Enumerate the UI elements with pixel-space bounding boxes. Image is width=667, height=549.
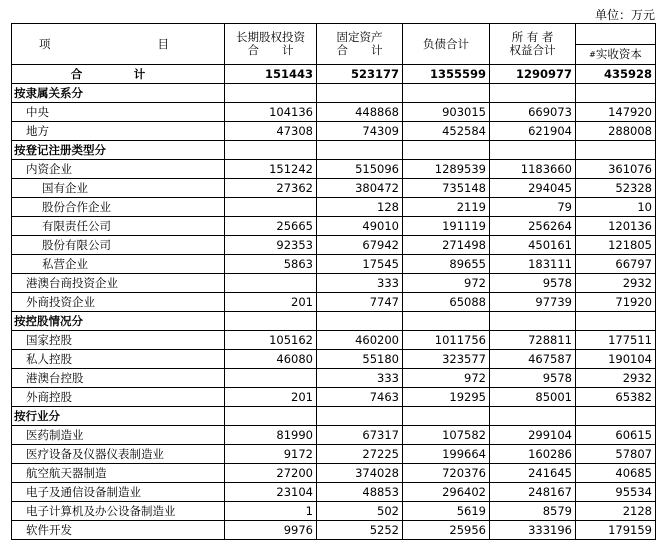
cell-value: 7747 — [317, 293, 403, 312]
cell-value: 65088 — [403, 293, 490, 312]
cell-value — [317, 407, 403, 426]
cell-value: 66797 — [576, 255, 656, 274]
cell-value: 323577 — [403, 350, 490, 369]
cell-value: 120136 — [576, 217, 656, 236]
cell-value: 1183660 — [490, 160, 576, 179]
cell-value — [225, 198, 317, 217]
cell-value: 333196 — [490, 521, 576, 540]
cell-value: 81990 — [225, 426, 317, 445]
cell-value: 2119 — [403, 198, 490, 217]
cell-value: 25665 — [225, 217, 317, 236]
cell-value — [576, 407, 656, 426]
cell-value: 105162 — [225, 331, 317, 350]
cell-value: 7463 — [317, 388, 403, 407]
header-item: 项 目 — [12, 24, 225, 65]
cell-value: 79 — [490, 198, 576, 217]
cell-value: 735148 — [403, 179, 490, 198]
cell-value — [317, 141, 403, 160]
cell-value: 450161 — [490, 236, 576, 255]
cell-value: 147920 — [576, 103, 656, 122]
cell-value: 294045 — [490, 179, 576, 198]
cell-value: 9578 — [490, 274, 576, 293]
table-row — [12, 388, 656, 407]
row-label: 港澳台商投资企业 — [12, 274, 225, 293]
table-row — [12, 160, 656, 179]
row-label: 有限责任公司 — [12, 217, 225, 236]
table-row — [12, 369, 656, 388]
cell-value: 48853 — [317, 483, 403, 502]
cell-value — [225, 312, 317, 331]
cell-value: 27225 — [317, 445, 403, 464]
cell-value: 502 — [317, 502, 403, 521]
cell-value: 47308 — [225, 122, 317, 141]
statistics-table — [11, 23, 656, 540]
cell-value: 25956 — [403, 521, 490, 540]
cell-value: 271498 — [403, 236, 490, 255]
row-label: 股份有限公司 — [12, 236, 225, 255]
cell-value: 128 — [317, 198, 403, 217]
cell-value: 296402 — [403, 483, 490, 502]
cell-value: 972 — [403, 369, 490, 388]
header-row-1 — [12, 24, 656, 45]
cell-value: 333 — [317, 274, 403, 293]
header-paid-in-capital: #实收资本 — [576, 44, 656, 65]
table-row — [12, 274, 656, 293]
cell-value — [225, 369, 317, 388]
cell-value: 1011756 — [403, 331, 490, 350]
cell-value: 5619 — [403, 502, 490, 521]
cell-value: 71920 — [576, 293, 656, 312]
cell-value: 256264 — [490, 217, 576, 236]
cell-value: 621904 — [490, 122, 576, 141]
cell-value — [225, 84, 317, 103]
row-label: 地方 — [12, 122, 225, 141]
cell-value: 515096 — [317, 160, 403, 179]
header-fixed-assets: 固定资产 合 计 — [317, 24, 403, 65]
cell-value: 241645 — [490, 464, 576, 483]
cell-value: 523177 — [317, 65, 403, 84]
cell-value: 27200 — [225, 464, 317, 483]
cell-value: 1289539 — [403, 160, 490, 179]
cell-value: 288008 — [576, 122, 656, 141]
row-label: 医药制造业 — [12, 426, 225, 445]
cell-value: 183111 — [490, 255, 576, 274]
row-label: 中央 — [12, 103, 225, 122]
cell-value: 89655 — [403, 255, 490, 274]
table-row — [12, 293, 656, 312]
table-row — [12, 217, 656, 236]
row-label: 航空航天器制造 — [12, 464, 225, 483]
row-label: 按隶属关系分 — [12, 84, 225, 103]
cell-value: 10 — [576, 198, 656, 217]
row-label: 电子及通信设备制造业 — [12, 483, 225, 502]
cell-value: 1 — [225, 502, 317, 521]
cell-value: 23104 — [225, 483, 317, 502]
cell-value: 201 — [225, 388, 317, 407]
table-row — [12, 350, 656, 369]
table-row — [12, 103, 656, 122]
cell-value: 95534 — [576, 483, 656, 502]
cell-value — [490, 407, 576, 426]
cell-value: 121805 — [576, 236, 656, 255]
cell-value: 9172 — [225, 445, 317, 464]
cell-value: 728811 — [490, 331, 576, 350]
cell-value — [225, 274, 317, 293]
cell-value: 361076 — [576, 160, 656, 179]
section-row — [12, 141, 656, 160]
row-label: 港澳台控股 — [12, 369, 225, 388]
cell-value — [403, 84, 490, 103]
cell-value: 151242 — [225, 160, 317, 179]
row-label: 内资企业 — [12, 160, 225, 179]
cell-value — [403, 407, 490, 426]
cell-value: 40685 — [576, 464, 656, 483]
row-label: 国有企业 — [12, 179, 225, 198]
cell-value: 448868 — [317, 103, 403, 122]
cell-value: 151443 — [225, 65, 317, 84]
table-row — [12, 179, 656, 198]
cell-value — [490, 141, 576, 160]
cell-value: 8579 — [490, 502, 576, 521]
header-long-term-investment: 长期股权投资 合 计 — [225, 24, 317, 65]
cell-value: 160286 — [490, 445, 576, 464]
table-row — [12, 255, 656, 274]
cell-value: 199664 — [403, 445, 490, 464]
cell-value: 1355599 — [403, 65, 490, 84]
cell-value — [403, 141, 490, 160]
unit-label: 单位：万元 — [594, 8, 655, 22]
cell-value — [225, 141, 317, 160]
cell-value — [490, 312, 576, 331]
cell-value: 97739 — [490, 293, 576, 312]
cell-value — [317, 312, 403, 331]
cell-value: 720376 — [403, 464, 490, 483]
cell-value: 435928 — [576, 65, 656, 84]
table-row — [12, 521, 656, 540]
cell-value: 2128 — [576, 502, 656, 521]
header-blank — [576, 24, 656, 45]
row-label: 医疗设备及仪器仪表制造业 — [12, 445, 225, 464]
cell-value: 49010 — [317, 217, 403, 236]
cell-value — [225, 407, 317, 426]
row-label: 按行业分 — [12, 407, 225, 426]
cell-value: 107582 — [403, 426, 490, 445]
row-label: 软件开发 — [12, 521, 225, 540]
cell-value — [576, 312, 656, 331]
cell-value: 179159 — [576, 521, 656, 540]
cell-value: 5863 — [225, 255, 317, 274]
cell-value: 248167 — [490, 483, 576, 502]
row-label: 外商控股 — [12, 388, 225, 407]
cell-value: 104136 — [225, 103, 317, 122]
cell-value: 191119 — [403, 217, 490, 236]
section-row — [12, 84, 656, 103]
cell-value: 177511 — [576, 331, 656, 350]
section-row — [12, 407, 656, 426]
cell-value: 17545 — [317, 255, 403, 274]
row-label: 股份合作企业 — [12, 198, 225, 217]
cell-value: 9578 — [490, 369, 576, 388]
cell-value: 46080 — [225, 350, 317, 369]
cell-value: 52328 — [576, 179, 656, 198]
cell-value: 299104 — [490, 426, 576, 445]
cell-value: 9976 — [225, 521, 317, 540]
cell-value: 74309 — [317, 122, 403, 141]
table-row — [12, 445, 656, 464]
cell-value: 333 — [317, 369, 403, 388]
table-row — [12, 426, 656, 445]
cell-value: 67942 — [317, 236, 403, 255]
cell-value: 201 — [225, 293, 317, 312]
cell-value: 92353 — [225, 236, 317, 255]
header-owners-equity: 所 有 者 权益合计 — [490, 24, 576, 65]
cell-value: 67317 — [317, 426, 403, 445]
row-label: 按控股情况分 — [12, 312, 225, 331]
header-liabilities: 负债合计 — [403, 24, 490, 65]
cell-value: 467587 — [490, 350, 576, 369]
cell-value: 5252 — [317, 521, 403, 540]
cell-value — [317, 84, 403, 103]
cell-value: 19295 — [403, 388, 490, 407]
table-row — [12, 331, 656, 350]
cell-value — [490, 84, 576, 103]
cell-value: 374028 — [317, 464, 403, 483]
cell-value: 380472 — [317, 179, 403, 198]
row-label: 电子计算机及办公设备制造业 — [12, 502, 225, 521]
section-row — [12, 312, 656, 331]
cell-value: 85001 — [490, 388, 576, 407]
cell-value: 55180 — [317, 350, 403, 369]
total-row — [12, 65, 656, 84]
cell-value: 190104 — [576, 350, 656, 369]
cell-value: 669073 — [490, 103, 576, 122]
row-label: 私营企业 — [12, 255, 225, 274]
cell-value — [576, 141, 656, 160]
cell-value: 903015 — [403, 103, 490, 122]
table-row — [12, 122, 656, 141]
table-row — [12, 464, 656, 483]
row-label: 国家控股 — [12, 331, 225, 350]
cell-value: 452584 — [403, 122, 490, 141]
cell-value: 60615 — [576, 426, 656, 445]
table-row — [12, 236, 656, 255]
cell-value — [576, 84, 656, 103]
row-label: 按登记注册类型分 — [12, 141, 225, 160]
table-row — [12, 502, 656, 521]
row-label: 合 计 — [12, 65, 225, 84]
table-row — [12, 483, 656, 502]
cell-value: 1290977 — [490, 65, 576, 84]
cell-value: 460200 — [317, 331, 403, 350]
table-row — [12, 198, 656, 217]
row-label: 外商投资企业 — [12, 293, 225, 312]
cell-value — [403, 312, 490, 331]
row-label: 私人控股 — [12, 350, 225, 369]
cell-value: 972 — [403, 274, 490, 293]
cell-value: 27362 — [225, 179, 317, 198]
cell-value: 2932 — [576, 274, 656, 293]
cell-value: 57807 — [576, 445, 656, 464]
cell-value: 2932 — [576, 369, 656, 388]
cell-value: 65382 — [576, 388, 656, 407]
